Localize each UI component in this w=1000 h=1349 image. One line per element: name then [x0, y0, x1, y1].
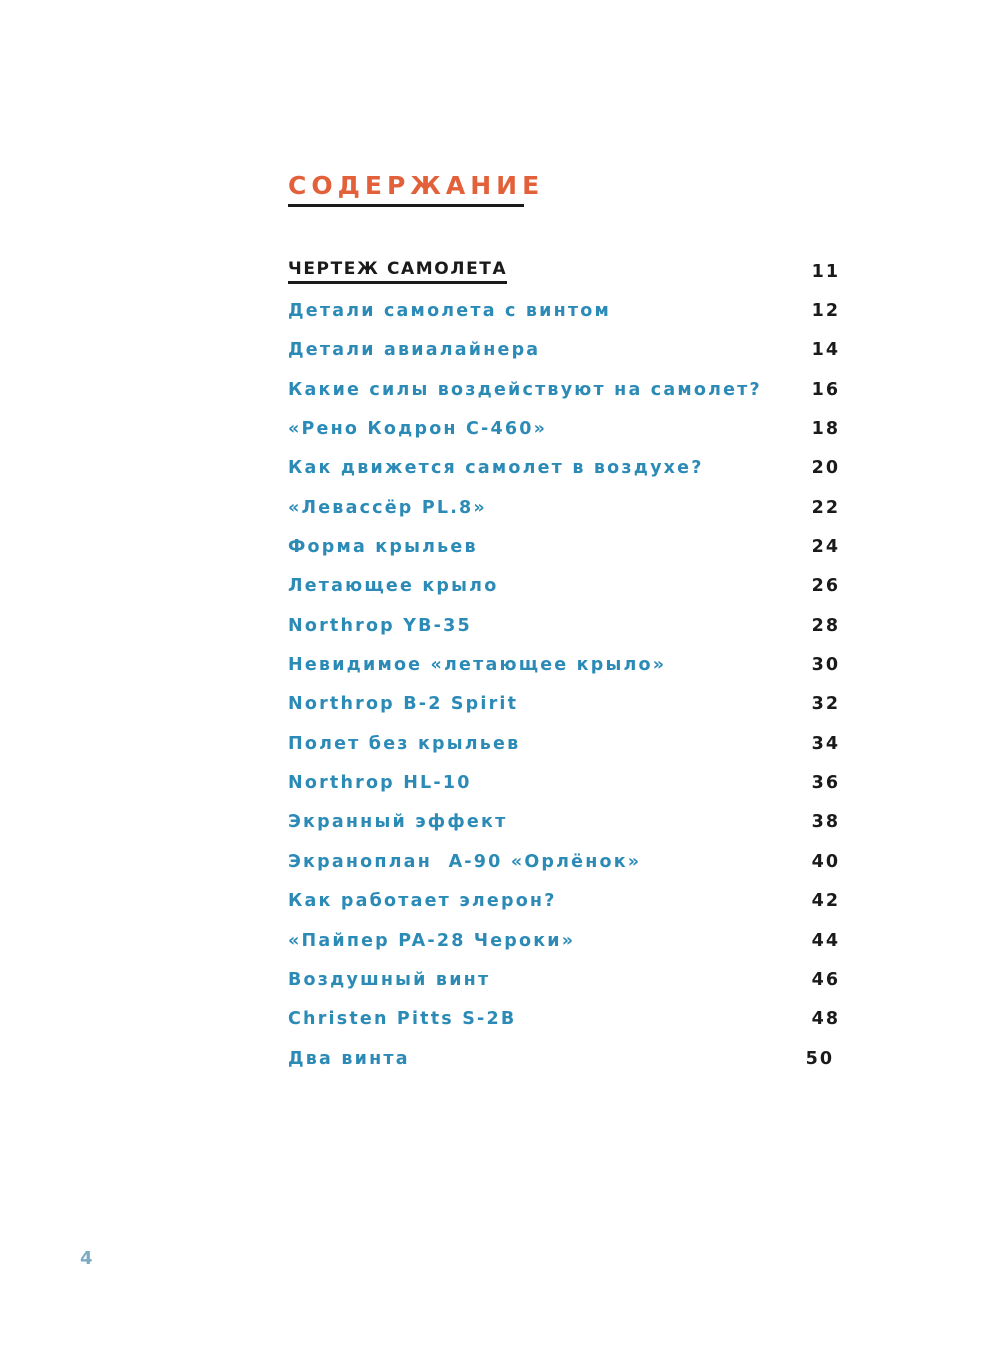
toc-entry-label: Два винта [288, 1048, 410, 1069]
toc-entry[interactable] [288, 763, 840, 802]
toc-entry[interactable] [288, 645, 840, 684]
toc-entry[interactable] [288, 606, 840, 645]
toc-entry-label: Полет без крыльев [288, 733, 521, 754]
toc-entry-page: 14 [811, 340, 840, 361]
toc-entry-page: 22 [811, 497, 840, 518]
toc-entry-label: Northrop YB-35 [288, 615, 472, 636]
toc-entry-label: Какие силы воздействуют на самолет? [288, 379, 762, 400]
toc-section-row[interactable] [288, 252, 840, 291]
toc-entry[interactable] [288, 803, 840, 842]
toc-entry-page: 46 [811, 969, 840, 990]
toc-entry[interactable] [288, 685, 840, 724]
toc-entry-label: Форма крыльев [288, 537, 478, 558]
toc-entry-label: Детали авиалайнера [288, 340, 541, 361]
toc-entry-label: «Рено Кодрон С-460» [288, 419, 548, 440]
toc-entry[interactable] [288, 882, 840, 921]
toc-entry-page: 44 [811, 930, 840, 951]
page-title-block [288, 170, 544, 207]
toc-entry-label: Northrop B-2 Spirit [288, 694, 519, 715]
toc-entry[interactable] [288, 449, 840, 488]
page-title: СОДЕРЖАНИЕ [288, 171, 545, 200]
toc-entry-page: 34 [811, 733, 840, 754]
toc-entry-page: 12 [811, 301, 840, 322]
toc-entry-page: 50 [805, 1048, 834, 1069]
toc-entry-page: 32 [811, 694, 840, 715]
toc-entry[interactable] [288, 370, 840, 409]
toc-entry-page: 24 [811, 537, 840, 558]
toc-entry[interactable] [288, 1000, 840, 1039]
toc-entry-page: 38 [811, 812, 840, 833]
toc-entry-page: 28 [811, 615, 840, 636]
toc-entry-label: Northrop HL-10 [288, 773, 472, 794]
toc-entry-label: «Пайпер PA-28 Чероки» [288, 930, 576, 951]
toc-entry-label: Невидимое «летающее крыло» [288, 655, 667, 676]
toc-entry-page: 30 [811, 655, 840, 676]
toc-entry-page: 18 [811, 419, 840, 440]
toc-entry-page: 40 [811, 851, 840, 872]
toc-entry-label: Как движется самолет в воздухе? [288, 458, 704, 479]
toc-entry-label: Экранный эффект [288, 812, 508, 833]
toc-entry-label: Как работает элерон? [288, 891, 557, 912]
title-underline [288, 204, 524, 207]
toc-entry[interactable] [288, 331, 840, 370]
toc-section-page: 11 [811, 261, 840, 282]
toc-entry-page: 16 [811, 379, 840, 400]
toc-entry-page: 42 [811, 891, 840, 912]
toc-entry[interactable] [288, 291, 840, 330]
toc-entry[interactable] [288, 527, 840, 566]
toc-entry-page: 26 [811, 576, 840, 597]
toc-entry[interactable] [288, 921, 840, 960]
toc-entry-label: Летающее крыло [288, 576, 499, 597]
toc-entry[interactable] [288, 724, 840, 763]
toc-entry-label: «Левассёр PL.8» [288, 497, 487, 518]
toc-entry[interactable] [288, 488, 840, 527]
toc-entry-page: 36 [811, 773, 840, 794]
toc-entry[interactable] [288, 567, 840, 606]
toc-entry-label: Воздушный винт [288, 969, 491, 990]
toc-entry-page: 48 [811, 1009, 840, 1030]
toc-entry-label: Экраноплан А-90 «Орлёнок» [288, 851, 642, 872]
toc-entry[interactable] [288, 409, 840, 448]
toc-entry[interactable] [288, 960, 840, 999]
toc-entry[interactable] [288, 842, 840, 881]
toc-entry-label: Детали самолета с винтом [288, 301, 611, 322]
toc-entry-page: 20 [811, 458, 840, 479]
toc-entry[interactable] [288, 1039, 840, 1078]
toc-entry-label: Christen Pitts S-2B [288, 1009, 517, 1030]
page-number: 4 [80, 1248, 93, 1269]
toc-section-label: ЧЕРТЕЖ САМОЛЕТА [288, 259, 507, 284]
table-of-contents [288, 252, 840, 1078]
